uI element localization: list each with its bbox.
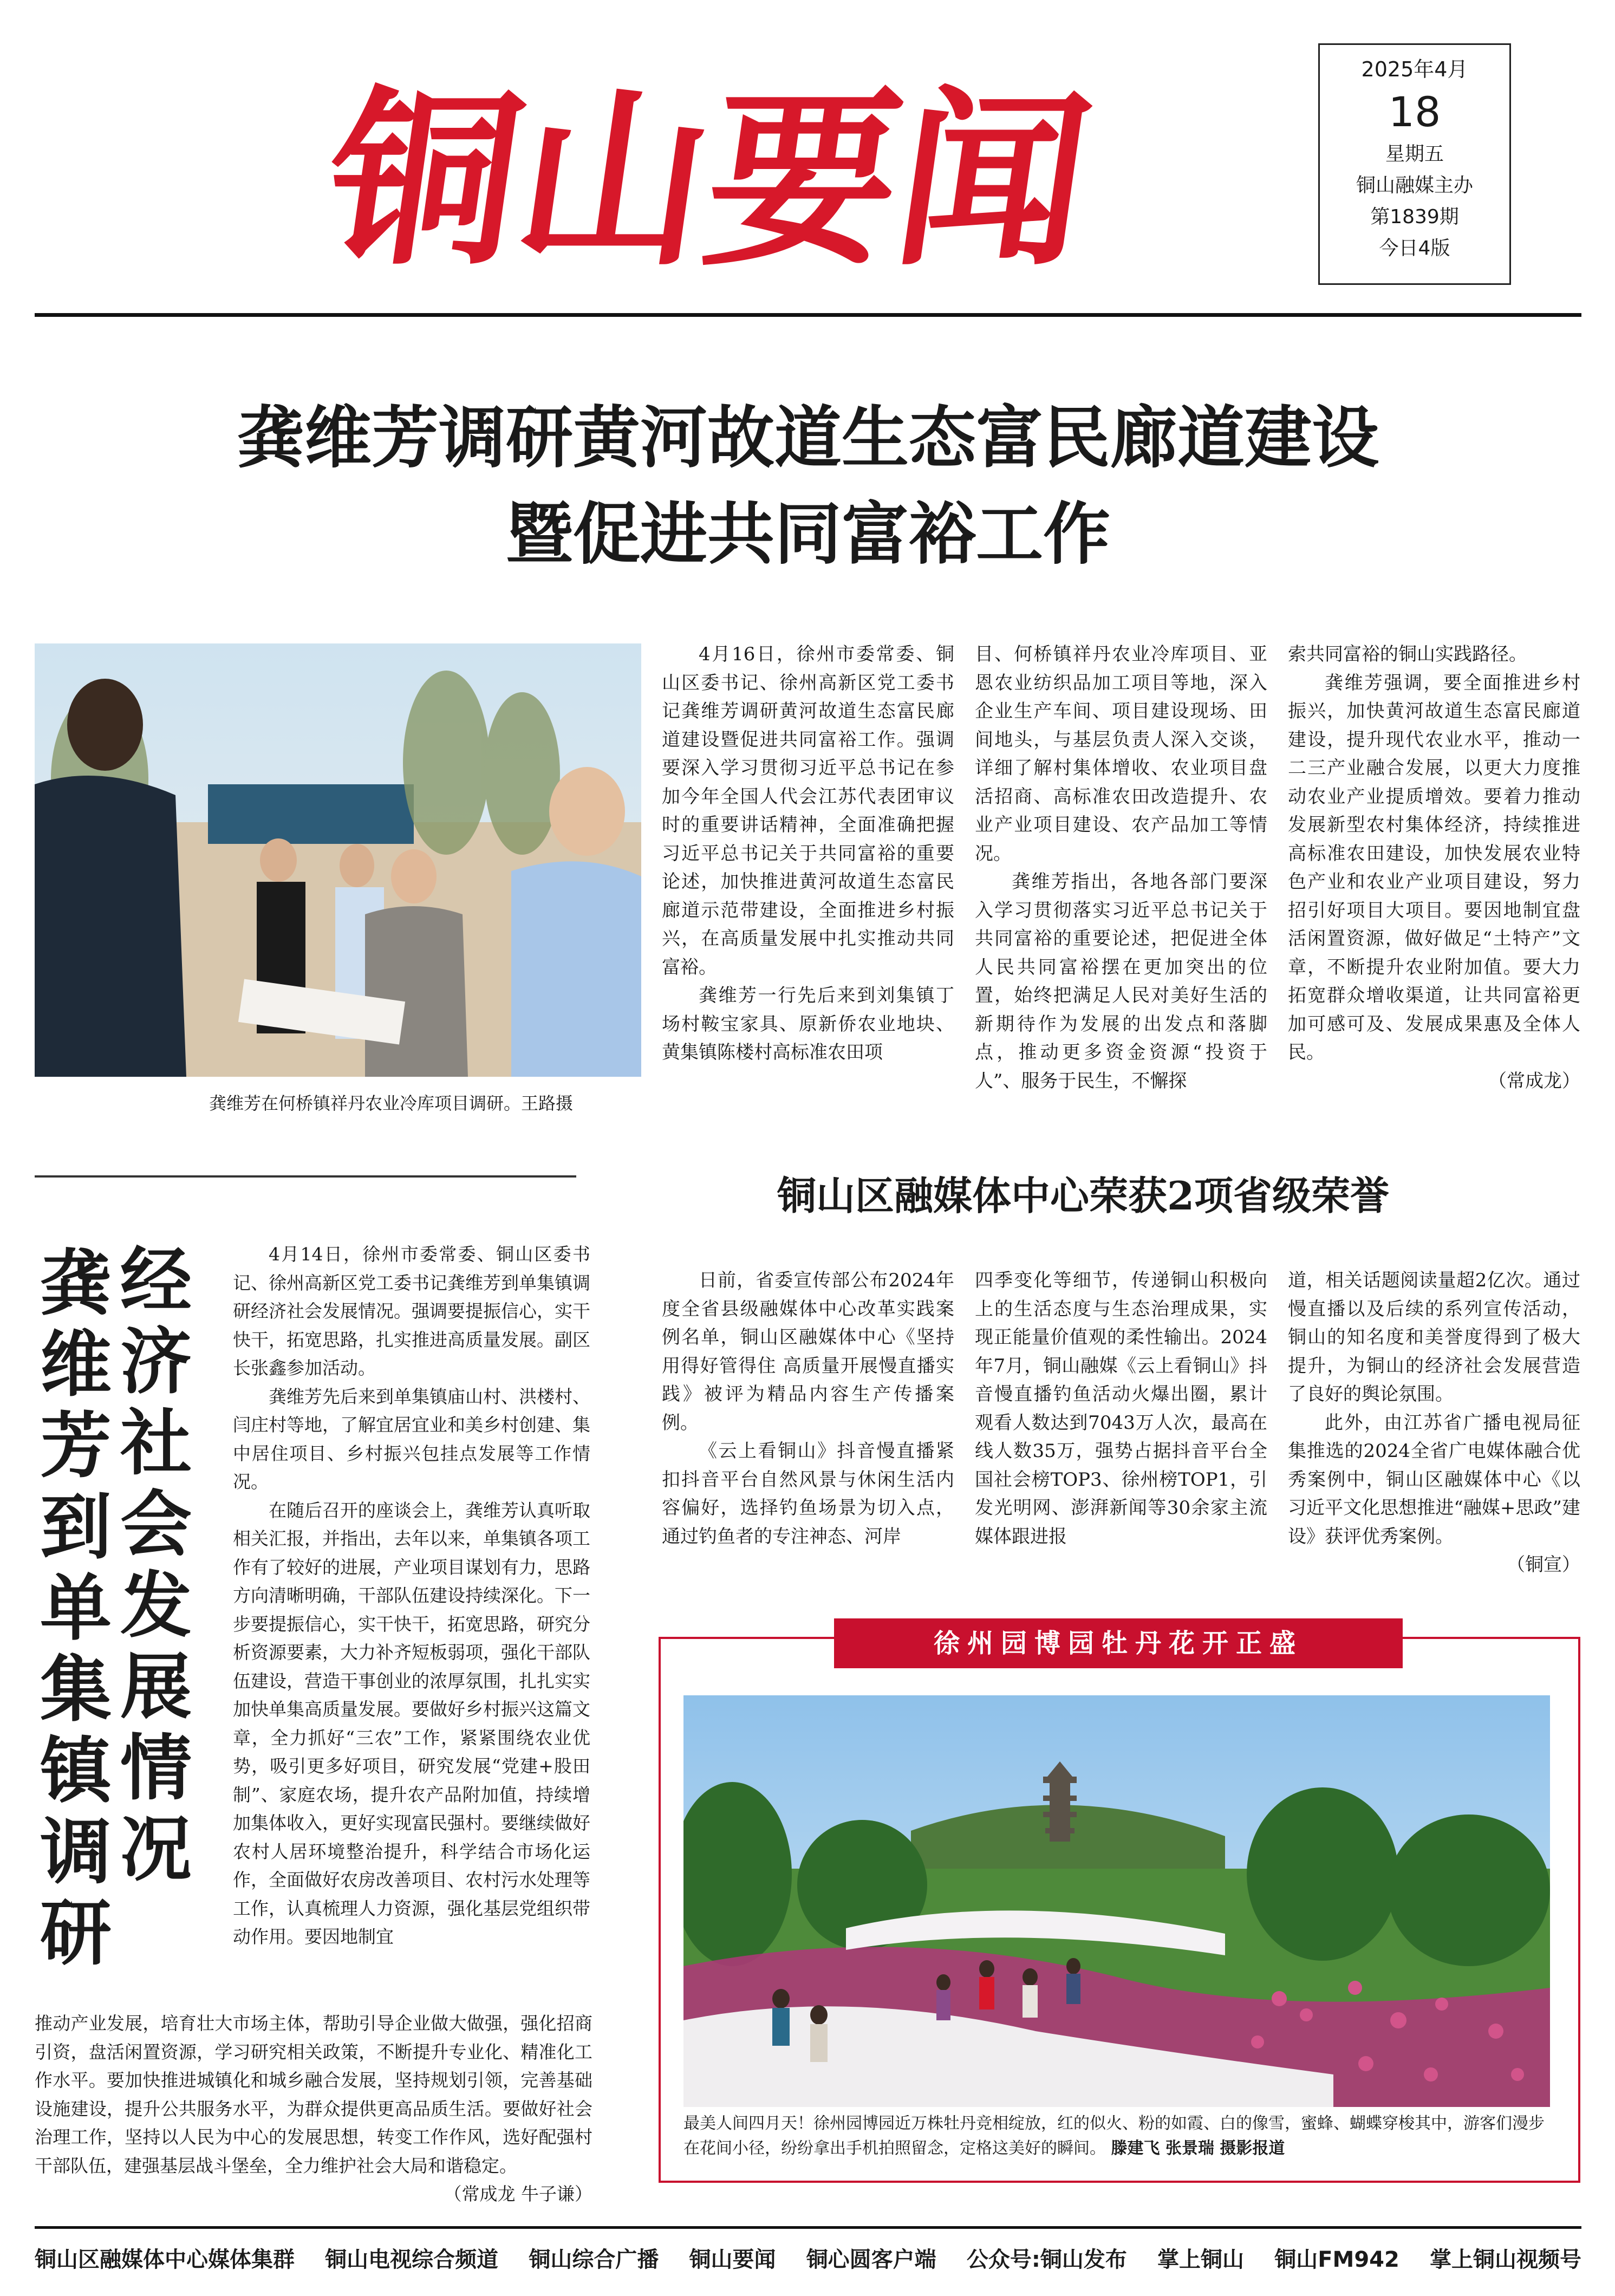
footer-item: 公众号:铜山发布 — [966, 2247, 1127, 2272]
lead-column-1 — [662, 640, 954, 1067]
lead-headline-line2: 暨促进共同富裕工作 — [505, 495, 1110, 574]
lead-column-3 — [1288, 640, 1580, 1095]
lead-photo — [35, 643, 641, 1077]
article3-col3-para1: 道，相关话题阅读量超2亿次。通过慢直播以及后续的系列宣传活动，铜山的知名度和美誉度得到了极大提升，为铜山的经济社会发展营造了良好的舆论氛围。 — [1288, 1270, 1580, 1405]
footer-item: 铜山电视综合频道 — [325, 2247, 499, 2272]
masthead-rule — [35, 313, 1581, 317]
footer-item: 铜心圆客户端 — [806, 2247, 936, 2272]
article3-column-3 — [1288, 1266, 1580, 1579]
section-rule — [35, 1175, 576, 1178]
lead-byline: （常成龙） — [1488, 1070, 1580, 1092]
article2-para3: 在随后召开的座谈会上，龚维芳认真听取相关汇报，并指出，去年以来，单集镇各项工作有了较好的进展，产业项目谋划有力，思路方向清晰明确，干部队伍建设持续深化。下一步要提振信心，实干快干，拓宽思路，研究分析资源要素，大力补齐短板弱项，强化干部队伍建设，营造干事创业的浓厚氛围，扎扎实实加快单集高质量发展。要做好乡村振兴这篇文章，全力抓好“三农”工作，紧紧围绕农业优势，吸引更多好项目，研究发展“党建+股田制”、家庭农场，提升农产品附加值，持续增加集体收入，更好实现富民强村。要继续做好农村人居环境整治提升，科学结合市场化运作，全面做好农房改善项目、农村污水处理等工作，认真梳理人力资源，强化基层党组织带动作用。要因地制宜 — [233, 1499, 590, 1947]
lead-headline-line1: 龚维芳调研黄河故道生态富民廊道建设 — [237, 399, 1379, 477]
article3-col1-para2: 《云上看铜山》抖音慢直播紧扣抖音平台自然风景与休闲生活内容偏好，选择钓鱼场景为切入点，通过钓鱼者的专注神态、河岸 — [662, 1440, 954, 1547]
lead-col3-para2: 龚维芳强调，要全面推进乡村振兴，加快黄河故道生态富民廊道建设，提升现代农业水平，推动一二三产业融合发展，以更大力度推动农业产业提质增效。要着力推动发展新型农村集体经济，持续推进高标准农田建设，加快发展农业特色产业和农业产业项目建设，努力招引好项目大项目。要因地制宜盘活闲置资源，做好做足“土特产”文章，不断提升农业附加值。要大力拓宽群众增收渠道，让共同富裕更加可感可及、发展成果惠及全体人民。 — [1288, 672, 1580, 1063]
photo-feature-banner: 徐州园博园牡丹花开正盛 — [834, 1618, 1403, 1668]
article3-column-1 — [662, 1266, 954, 1551]
date-info-box — [1318, 43, 1511, 285]
article3-headline: 铜山区融媒体中心荣获2项省级荣誉 — [777, 1173, 1390, 1219]
footer-rule — [35, 2226, 1581, 2229]
article3-col3-para2: 此外，由江苏省广播电视局征集推选的2024全省广电媒体融合优秀案例中，铜山区融媒体中心《以习近平文化思想推进“融媒+思政”建设》获评优秀案例。 — [1288, 1412, 1580, 1547]
photo-feature-caption-text: 最美人间四月天！徐州园博园近万株牡丹竞相绽放，红的似火、粉的如霞、白的像雪，蜜蜂、蝴蝶穿梭其中，游客们漫步在花间小径，纷纷拿出手机拍照留念，定格这美好的瞬间。 — [683, 2114, 1545, 2158]
footer-item: 掌上铜山视频号 — [1430, 2247, 1581, 2272]
article2-title-a: 龚维芳到单集镇调研 — [40, 1241, 112, 1975]
date-year-month: 2025年4月 — [1361, 57, 1468, 81]
footer-item: 铜山要闻 — [689, 2247, 776, 2272]
date-day: 18 — [1388, 88, 1441, 136]
article3-col2-para1: 四季变化等细节，传递铜山积极向上的生活态度与生态治理成果，实现正能量价值观的柔性输出。2024年7月，铜山融媒《云上看铜山》抖音慢直播钓鱼活动火爆出圈，累计观看人数达到7043万人次，最高在线人数35万，强势占据抖音平台全国社会榜TOP3、徐州榜TOP1，引发光明网、澎湃新闻等30余家主流媒体跟进报 — [975, 1270, 1267, 1547]
date-weekday: 星期五 — [1385, 143, 1444, 165]
lead-col1-para2: 龚维芳一行先后来到刘集镇丁场村鞍宝家具、原新侨农业地块、黄集镇陈楼村高标准农田项 — [662, 985, 954, 1063]
photo-feature-credit: 滕建飞 张景瑞 摄影报道 — [1111, 2139, 1285, 2158]
footer-item: 掌上铜山 — [1157, 2247, 1245, 2272]
article2-byline: （常成龙 牛子谦） — [444, 2183, 592, 2204]
article2-column-1 — [233, 1240, 590, 1952]
organizer: 铜山融媒主办 — [1356, 174, 1473, 197]
lead-col2-para2: 龚维芳指出，各地各部门要深入学习贯彻落实习近平总书记关于共同富裕的重要论述，把促进全体人民共同富裕摆在更加突出的位置，始终把满足人民对美好生活的新期待作为发展的出发点和落脚点，推动更多资金资源“投资于人”、服务于民生，不懈探 — [975, 871, 1267, 1092]
masthead-title: 铜山要闻 — [314, 68, 1104, 287]
footer-item: 铜山区融媒体中心媒体集群 — [35, 2247, 295, 2272]
article3-col1-para1: 日前，省委宣传部公布2024年度全省县级融媒体中心改革实践案例名单，铜山区融媒体中心《坚持用得好管得住 高质量开展慢直播实践》被评为精品内容生产传播案例。 — [662, 1270, 954, 1434]
article2-title-b: 经济社会发展情况 — [120, 1239, 192, 1891]
article2-para2: 龚维芳先后来到单集镇庙山村、洪楼村、闫庄村等地，了解宜居宜业和美乡村创建、集中居住项目、乡村振兴包挂点发展等工作情况。 — [233, 1386, 590, 1492]
article3-column-2 — [975, 1266, 1267, 1551]
footer-item: 铜山FM942 — [1274, 2247, 1399, 2272]
article3-byline: （铜宣） — [1507, 1554, 1580, 1576]
lead-photo-caption: 龚维芳在何桥镇祥丹农业冷库项目调研。王路摄 — [209, 1093, 574, 1114]
peony-garden-photo — [683, 1695, 1550, 2107]
lead-col1-para1: 4月16日，徐州市委常委、铜山区委书记、徐州高新区党工委书记龚维芳调研黄河故道生态富民廊道建设暨促进共同富裕工作。强调要深入学习贯彻习近平总书记在参加今年全国人代会江苏代表团审议时的重要讲话精神，全面准确把握习近平总书记关于共同富裕的重要论述，加快推进黄河故道生态富民廊道示范带建设，全面推进乡村振兴，在高质量发展中扎实推动共同富裕。 — [662, 643, 954, 978]
photo-feature-caption — [683, 2111, 1550, 2161]
footer-item: 铜山综合广播 — [529, 2247, 659, 2272]
lead-column-2 — [975, 640, 1267, 1095]
lead-col2-para1: 目、何桥镇祥丹农业冷库项目、亚恩农业纺织品加工项目等地，深入企业生产车间、项目建设现场、田间地头，与基层负责人深入交谈，详细了解村集体增收、农业项目盘活招商、高标准农田改造提升、农业产业项目建设、农产品加工等情况。 — [975, 643, 1267, 864]
article2-column-2 — [35, 2009, 592, 2209]
article2-para1: 4月14日，徐州市委常委、铜山区委书记、徐州高新区党工委书记龚维芳到单集镇调研经济社会发展情况。强调要提振信心，实干快干，拓宽思路，扎实推进高质量发展。副区长张鑫参加活动。 — [233, 1244, 590, 1378]
footer-media-list — [35, 2242, 1581, 2273]
lead-headline — [35, 390, 1581, 583]
lead-col3-para1: 索共同富裕的铜山实践路径。 — [1288, 643, 1527, 665]
page-count: 今日4版 — [1379, 237, 1450, 259]
masthead-logo — [282, 60, 1126, 287]
article2-para4: 推动产业发展，培育壮大市场主体，帮助引导企业做大做强，强化招商引资，盘活闲置资源，学习研究相关政策，不断提升专业化、精准化工作水平。要加快推进城镇化和城乡融合发展，坚持规划引领，完善基础设施建设，提升公共服务水平，为群众提供更高品质生活。要做好社会治理工作，坚持以人民为中心的发展思想，转变工作作风，选好配强村干部队伍，建强基层战斗堡垒，全力维护社会大局和谐稳定。 — [35, 2013, 592, 2176]
issue-number: 第1839期 — [1370, 206, 1459, 228]
